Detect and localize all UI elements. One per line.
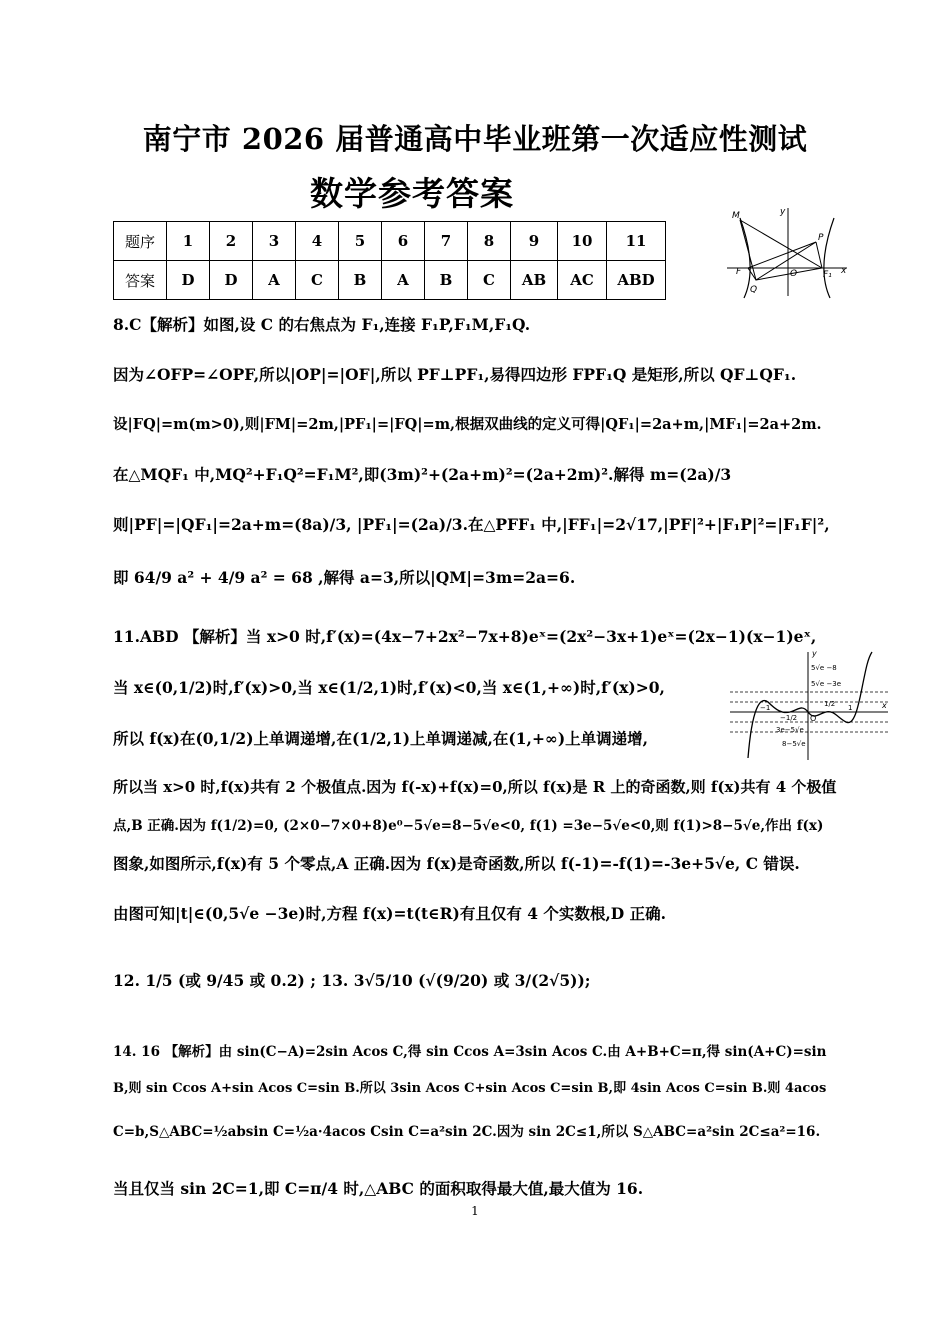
solution-line-12: 图象,如图所示,f(x)有 5 个零点,A 正确.因为 f(x)是奇函数,所以 f(-1)=-f(1)=-3e+5√e, C 错误. <box>113 854 800 873</box>
table-cell: 8 <box>468 222 511 261</box>
table-cell: 6 <box>382 222 425 261</box>
table-cell: 4 <box>296 222 339 261</box>
solution-line-18: 当且仅当 sin 2C=1,即 C=π/4 时,△ABC 的面积取得最大值,最大值为 16. <box>113 1179 644 1198</box>
solution-line-7: 11.ABD 【解析】当 x>0 时,f′(x)=(4x−7+2x²−7x+8)eˣ=(2x²−3x+1)eˣ=(2x−1)(x−1)eˣ, <box>113 627 817 646</box>
solution-line-4: 在△MQF₁ 中,MQ²+F₁Q²=F₁M²,即(3m)²+(2a+m)²=(2a+2m)².解得 m=(2a)/3 <box>113 465 732 484</box>
table-header-number: 题序 <box>114 222 167 261</box>
solution-line-9: 所以 f(x)在(0,1/2)上单调递增,在(1/2,1)上单调递减,在(1,+∞)上单调递增, <box>113 729 649 748</box>
label-8-minus-5sqrte: 8−5√e <box>782 740 806 748</box>
table-cell: 5 <box>339 222 382 261</box>
tick-minus-1: −1 <box>760 704 771 712</box>
table-cell: C <box>296 261 339 300</box>
label-x: x <box>841 266 847 276</box>
table-cell: ABD <box>607 261 666 300</box>
document-subtitle: 数学参考答案 <box>310 174 514 213</box>
label-m: M <box>732 211 740 221</box>
label-o: O <box>810 714 817 723</box>
label-x: x <box>882 701 887 710</box>
label-3e-minus-5sqrte: 3e−5√e <box>776 726 804 734</box>
label-p: P <box>818 233 824 243</box>
table-cell: D <box>167 261 210 300</box>
table-row-answers <box>114 261 666 300</box>
solution-line-16: B,则 sin Ccos A+sin Acos C=sin B.所以 3sin Acos C+sin Acos C=sin B,即 4sin Acos C=sin B.则 4acos <box>113 1081 827 1096</box>
table-cell: B <box>425 261 468 300</box>
label-q: Q <box>750 285 758 295</box>
tick-minus-half: −1/2 <box>780 714 798 722</box>
solution-line-5: 则|PF|=|QF₁|=2a+m=(8a)/3, |PF₁|=(2a)/3.在△PFF₁ 中,|FF₁|=2√17,|PF|²+|F₁P|²=|F₁F|², <box>113 515 830 534</box>
label-f: F <box>736 267 742 277</box>
table-cell: B <box>339 261 382 300</box>
solution-line-14: 12. 1/5 (或 9/45 或 0.2) ; 13. 3√5/10 (√(9/20) 或 3/(2√5)); <box>113 971 591 990</box>
table-cell: 3 <box>253 222 296 261</box>
solution-line-6: 即 64/9 a² + 4/9 a² = 68 ,解得 a=3,所以|QM|=3m=2a=6. <box>113 568 576 587</box>
table-header-answer: 答案 <box>114 261 167 300</box>
document-title: 南宁市 2026 届普通高中毕业班第一次适应性测试 <box>142 122 808 156</box>
table-cell: 1 <box>167 222 210 261</box>
label-5sqrte-minus-8: 5√e −8 <box>811 664 837 672</box>
table-cell: 10 <box>558 222 607 261</box>
table-cell: C <box>468 261 511 300</box>
hyperbola-figure <box>722 200 852 300</box>
label-y: y <box>780 207 786 217</box>
table-cell: 9 <box>511 222 558 261</box>
label-f1: F₁ <box>823 270 832 280</box>
segment-pf1 <box>816 242 822 268</box>
solution-line-15: 14. 16 【解析】由 sin(C−A)=2sin Acos C,得 sin Ccos A=3sin Acos C.由 A+B+C=π,得 sin(A+C)=sin <box>113 1044 827 1060</box>
answer-table <box>113 221 666 300</box>
solution-line-17: C=b,S△ABC=½absin C=½a·4acos Csin C=a²sin 2C.因为 sin 2C≤1,所以 S△ABC=a²sin 2C≤a²=16. <box>113 1124 821 1140</box>
tick-half: 1/2 <box>824 700 836 708</box>
table-cell: 2 <box>210 222 253 261</box>
table-cell: A <box>382 261 425 300</box>
page-number: 1 <box>471 1204 479 1218</box>
hyperbola-right-branch <box>824 218 834 298</box>
solution-line-10: 所以当 x>0 时,f(x)共有 2 个极值点.因为 f(-x)+f(x)=0,所以 f(x)是 R 上的奇函数,则 f(x)共有 4 个极值 <box>113 778 837 796</box>
table-row-numbers <box>114 222 666 261</box>
table-cell: A <box>253 261 296 300</box>
table-cell: D <box>210 261 253 300</box>
solution-line-8: 当 x∈(0,1/2)时,f′(x)>0,当 x∈(1/2,1)时,f′(x)<0,当 x∈(1,+∞)时,f′(x)>0, <box>113 678 665 697</box>
solution-line-3: 设|FQ|=m(m>0),则|FM|=2m,|PF₁|=|FQ|=m,根据双曲线的定义可得|QF₁|=2a+m,|MF₁|=2a+2m. <box>113 416 822 433</box>
table-cell: AC <box>558 261 607 300</box>
table-cell: 11 <box>607 222 666 261</box>
label-5sqrte-minus-3e: 5√e −3e <box>811 680 842 688</box>
solution-line-2: 因为∠OFP=∠OPF,所以|OP|=|OF|,所以 PF⊥PF₁,易得四边形 FPF₁Q 是矩形,所以 QF⊥QF₁. <box>113 365 797 384</box>
label-y: y <box>812 649 817 658</box>
table-cell: 7 <box>425 222 468 261</box>
table-cell: AB <box>511 261 558 300</box>
tick-1: 1 <box>848 704 853 712</box>
function-graph-figure <box>726 648 892 762</box>
solution-line-13: 由图可知|t|∈(0,5√e −3e)时,方程 f(x)=t(t∈R)有且仅有 4 个实数根,D 正确. <box>113 904 667 923</box>
solution-line-11: 点,B 正确.因为 f(1/2)=0, (2×0−7×0+8)e⁰−5√e=8−5√e<0, f(1) =3e−5√e<0,则 f(1)>8−5√e,作出 f(x) <box>113 818 824 834</box>
hyperbola-left-branch <box>740 218 750 298</box>
solution-line-1: 8.C【解析】如图,设 C 的右焦点为 F₁,连接 F₁P,F₁M,F₁Q. <box>113 315 531 334</box>
label-o: O <box>790 269 798 279</box>
